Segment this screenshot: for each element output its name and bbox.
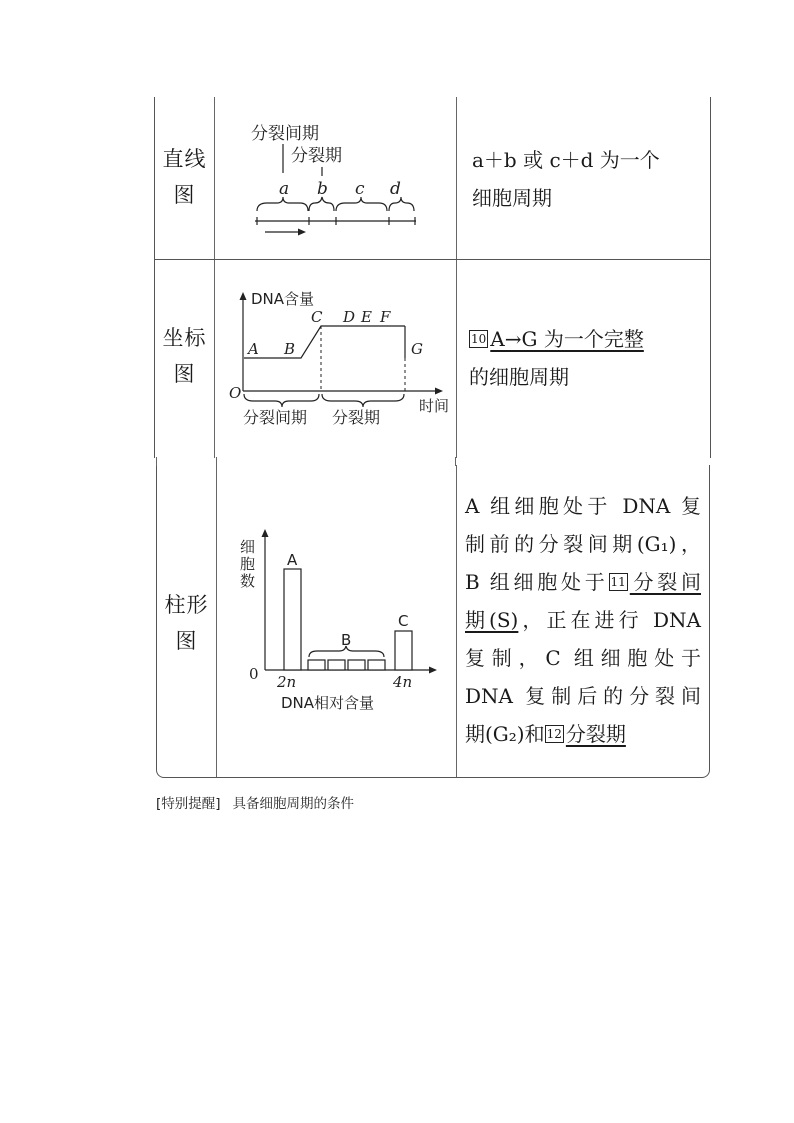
row-label-line2: 图 xyxy=(175,629,198,653)
row-label xyxy=(157,587,216,659)
row-label-line2: 图 xyxy=(173,362,196,386)
description-line: 细胞周期 xyxy=(472,186,552,210)
answer-underlined: 分裂间 xyxy=(629,570,701,594)
y-axis-label-char: 数 xyxy=(240,572,256,590)
description-line: a＋b 或 c＋d 为一个 xyxy=(472,148,660,172)
description-line: DNA 复制后的分裂间 xyxy=(465,684,701,708)
answer-underlined: 期(S) xyxy=(465,608,519,632)
brace-interphase xyxy=(244,394,319,407)
bar-c xyxy=(395,631,412,670)
segment-a-label: a xyxy=(279,179,290,199)
y-axis-label: DNA含量 xyxy=(251,290,315,308)
row-label xyxy=(155,141,214,213)
comparison-table-upper xyxy=(154,97,711,458)
origin-label: 0 xyxy=(249,665,259,683)
column-divider xyxy=(456,465,457,777)
brace-b xyxy=(309,197,334,211)
description-line: 复制，C 组细胞处于 xyxy=(465,646,701,670)
segment-braces xyxy=(257,197,414,211)
answer-number: 11 xyxy=(610,575,626,589)
brace-a xyxy=(257,197,308,211)
group-a-label: A xyxy=(287,551,298,569)
row-label-line1: 柱形 xyxy=(164,593,209,617)
group-b-label: B xyxy=(341,631,352,649)
x-axis-arrow xyxy=(435,388,443,395)
frame-tick xyxy=(156,457,157,466)
row-label-line1: 坐标 xyxy=(162,326,207,350)
mitosis-label: 分裂期 xyxy=(291,146,342,166)
description-text: 期(G₂)和 xyxy=(465,722,545,746)
interphase-label: 分裂间期 xyxy=(243,408,308,427)
dna-content-graph xyxy=(215,260,455,456)
point-e-label: E xyxy=(361,308,372,326)
description-text: ，正在进行 DNA xyxy=(518,608,701,632)
description-line xyxy=(465,563,701,601)
brace-d xyxy=(389,197,414,211)
x-axis-label: DNA相对含量 xyxy=(281,694,375,712)
line-diagram xyxy=(215,97,455,257)
segment-d-label: d xyxy=(390,179,401,199)
y-axis-label-char: 胞 xyxy=(240,555,256,573)
x-axis-label: 时间 xyxy=(419,397,450,415)
special-reminder xyxy=(156,792,354,812)
description-line xyxy=(465,601,701,639)
bar-b-2 xyxy=(328,660,345,670)
row-label-line1: 直线 xyxy=(162,147,207,171)
comparison-table-lower xyxy=(156,465,710,778)
description-line: A 组细胞处于 DNA 复 xyxy=(465,494,701,518)
dna-content-line xyxy=(244,326,405,358)
brace-c xyxy=(336,197,387,211)
y-axis-arrow xyxy=(240,292,247,300)
brace-mitosis xyxy=(322,394,404,407)
description-line: 的细胞周期 xyxy=(469,365,569,389)
phase-braces xyxy=(244,394,404,407)
row-description xyxy=(472,141,660,217)
point-f-label: F xyxy=(380,308,391,326)
description-line xyxy=(465,715,701,753)
point-d-label: D xyxy=(343,308,356,326)
point-b-label: B xyxy=(284,340,296,358)
row-description xyxy=(469,320,644,396)
y-axis-arrow xyxy=(262,529,269,537)
group-c-label: C xyxy=(398,612,409,630)
point-a-label: A xyxy=(248,340,259,358)
bar-a xyxy=(284,569,301,670)
x-axis-arrow xyxy=(429,667,437,674)
tick-2n: 2n xyxy=(277,673,297,691)
answer-underlined: A→G 为一个完整 xyxy=(490,327,644,351)
reminder-tag: [特别提醒] xyxy=(156,796,221,812)
point-g-label: G xyxy=(411,340,423,358)
description-text: B 组细胞处于 xyxy=(465,570,609,594)
bar-b-1 xyxy=(308,660,325,670)
point-c-label: C xyxy=(311,308,323,326)
origin-label: O xyxy=(229,384,242,402)
row-description xyxy=(465,487,701,753)
answer-number: 10 xyxy=(471,332,487,346)
description-line xyxy=(469,320,644,358)
segment-c-label: c xyxy=(355,179,365,199)
tick-4n: 4n xyxy=(393,673,413,691)
row-label-line2: 图 xyxy=(173,183,196,207)
description-line: 制前的分裂间期(G₁)， xyxy=(465,532,701,556)
interphase-label: 分裂间期 xyxy=(251,124,319,144)
bar-b-4 xyxy=(368,660,385,670)
bar-b-3 xyxy=(348,660,365,670)
table-row-line-diagram xyxy=(155,97,710,260)
cell-count-bar-chart xyxy=(217,465,455,775)
reminder-text: 具备细胞周期的条件 xyxy=(232,796,355,812)
answer-underlined: 分裂期 xyxy=(565,722,626,746)
direction-arrowhead xyxy=(298,229,306,236)
answer-number: 12 xyxy=(546,727,562,741)
y-axis-label-char: 细 xyxy=(240,538,256,556)
table-row-coordinate-graph xyxy=(155,260,710,458)
segment-b-label: b xyxy=(317,179,328,199)
row-label xyxy=(155,320,214,392)
mitosis-label: 分裂期 xyxy=(332,408,381,427)
